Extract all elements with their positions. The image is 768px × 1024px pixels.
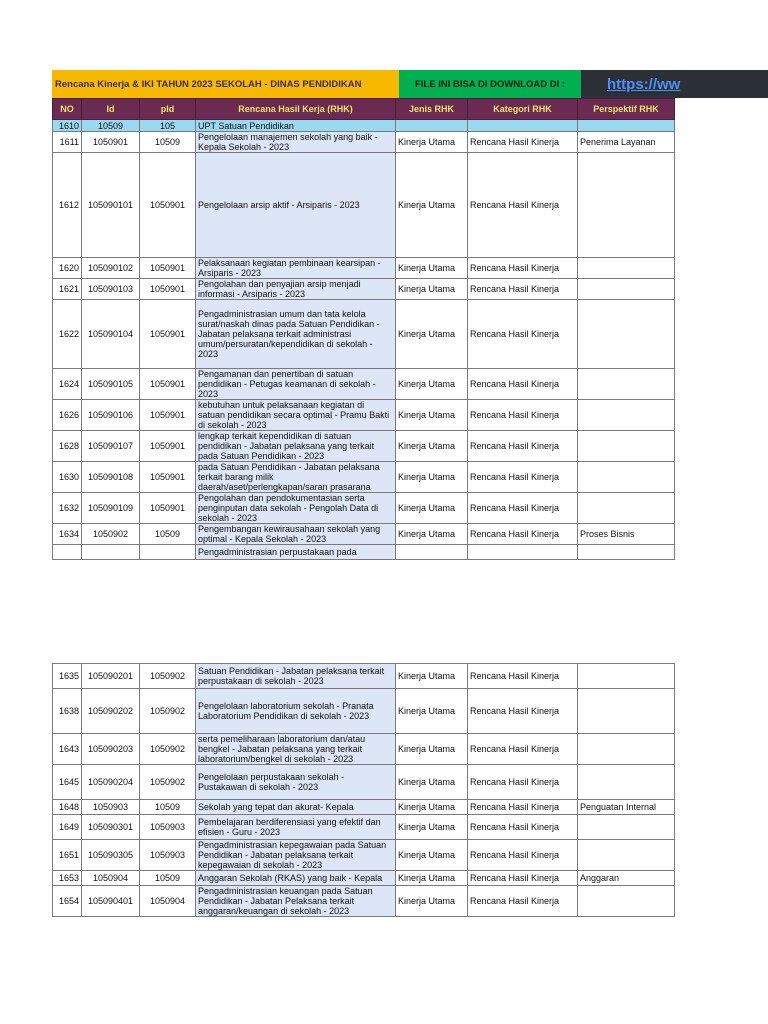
cell-jenis[interactable]: Kinerja Utama: [396, 765, 468, 800]
cell-no[interactable]: 1654: [53, 886, 82, 917]
cell-id[interactable]: 1050903: [82, 800, 140, 815]
cell-rhk[interactable]: Pengelolaan perpustakaan sekolah - Pustakawan di sekolah - 2023: [196, 765, 396, 800]
cell-pid[interactable]: 10509: [140, 132, 196, 153]
cell-pid[interactable]: 1050901: [140, 493, 196, 524]
cell-kategori[interactable]: Rencana Hasil Kinerja: [468, 279, 578, 300]
cell-rhk[interactable]: Pengamanan dan penertiban di satuan pendidikan - Petugas keamanan di sekolah - 2023: [196, 369, 396, 400]
cell-no[interactable]: 1624: [53, 369, 82, 400]
cell-perspektif[interactable]: [578, 153, 675, 258]
cell-no[interactable]: 1649: [53, 815, 82, 840]
cell-no[interactable]: 1612: [53, 153, 82, 258]
cell-perspektif[interactable]: Anggaran: [578, 871, 675, 886]
cell-kategori[interactable]: Rencana Hasil Kinerja: [468, 300, 578, 369]
cell-perspektif[interactable]: [578, 120, 675, 132]
cell-perspektif[interactable]: [578, 545, 675, 560]
cell-kategori[interactable]: Rencana Hasil Kinerja: [468, 153, 578, 258]
table-row: [53, 300, 675, 369]
cell-jenis[interactable]: Kinerja Utama: [396, 279, 468, 300]
download-label: FILE INI BISA DI DOWNLOAD DI :: [399, 70, 581, 98]
cell-jenis[interactable]: Kinerja Utama: [396, 815, 468, 840]
cell-rhk[interactable]: Satuan Pendidikan - Jabatan pelaksana terkait perpustakaan di sekolah - 2023: [196, 664, 396, 689]
cell-rhk[interactable]: Pelaksanaan kegiatan pembinaan kearsipan - Arsiparis - 2023: [196, 258, 396, 279]
cell-no[interactable]: 1611: [53, 132, 82, 153]
cell-kategori[interactable]: Rencana Hasil Kinerja: [468, 815, 578, 840]
cell-kategori[interactable]: Rencana Hasil Kinerja: [468, 765, 578, 800]
cell-kategori[interactable]: [468, 545, 578, 560]
cell-jenis[interactable]: Kinerja Utama: [396, 493, 468, 524]
cell-kategori[interactable]: Rencana Hasil Kinerja: [468, 840, 578, 871]
header-jenis[interactable]: Jenis RHK: [396, 99, 468, 120]
download-link[interactable]: https://ww: [581, 70, 768, 98]
cell-kategori[interactable]: Rencana Hasil Kinerja: [468, 664, 578, 689]
cell-no[interactable]: 1653: [53, 871, 82, 886]
cell-pid[interactable]: 1050902: [140, 689, 196, 734]
cell-pid[interactable]: 1050902: [140, 664, 196, 689]
header-rhk[interactable]: Rencana Hasil Kerja (RHK): [196, 99, 396, 120]
cell-id[interactable]: 105090101: [82, 153, 140, 258]
cell-kategori[interactable]: Rencana Hasil Kinerja: [468, 369, 578, 400]
cell-jenis[interactable]: Kinerja Utama: [396, 871, 468, 886]
cell-perspektif[interactable]: [578, 431, 675, 462]
table-row: [53, 871, 675, 886]
cell-jenis[interactable]: Kinerja Utama: [396, 800, 468, 815]
cell-no[interactable]: [53, 545, 82, 560]
cell-jenis[interactable]: Kinerja Utama: [396, 258, 468, 279]
cell-kategori[interactable]: Rencana Hasil Kinerja: [468, 734, 578, 765]
table-row: [53, 258, 675, 279]
cell-perspektif[interactable]: [578, 493, 675, 524]
table-row: [53, 765, 675, 800]
cell-rhk[interactable]: Pengolahan dan penyajian arsip menjadi informasi - Arsiparis - 2023: [196, 279, 396, 300]
cell-jenis[interactable]: Kinerja Utama: [396, 462, 468, 493]
cell-jenis[interactable]: Kinerja Utama: [396, 886, 468, 917]
cell-id[interactable]: 105090104: [82, 300, 140, 369]
cell-pid[interactable]: 1050901: [140, 400, 196, 431]
cell-id[interactable]: 105090201: [82, 664, 140, 689]
table-row: [53, 524, 675, 545]
cell-rhk[interactable]: serta pemeliharaan laboratorium dan/atau bengkel - Jabatan pelaksana yang terkait laboratorium/bengkel di sekolah - 2023: [196, 734, 396, 765]
cell-perspektif[interactable]: [578, 815, 675, 840]
cell-pid[interactable]: 1050903: [140, 815, 196, 840]
cell-no[interactable]: 1635: [53, 664, 82, 689]
cell-id[interactable]: [82, 545, 140, 560]
cell-pid[interactable]: 1050904: [140, 886, 196, 917]
cell-no[interactable]: 1621: [53, 279, 82, 300]
cell-kategori[interactable]: Rencana Hasil Kinerja: [468, 400, 578, 431]
cell-kategori[interactable]: Rencana Hasil Kinerja: [468, 800, 578, 815]
cell-id[interactable]: 105090108: [82, 462, 140, 493]
table-row: [53, 840, 675, 871]
cell-id[interactable]: 105090301: [82, 815, 140, 840]
header-perspektif[interactable]: Perspektif RHK: [578, 99, 675, 120]
cell-no[interactable]: 1626: [53, 400, 82, 431]
table-row: [53, 664, 675, 689]
cell-rhk[interactable]: kebutuhan untuk pelaksanaan kegiatan di satuan pendidikan secara optimal - Pramu Bakti di sekolah - 2023: [196, 400, 396, 431]
table-row: [53, 279, 675, 300]
table-row: [53, 400, 675, 431]
header-kategori[interactable]: Kategori RHK: [468, 99, 578, 120]
cell-rhk[interactable]: Pengolahan dan pendokumentasian serta penginputan data sekolah - Pengolah Data di sekolah - 2023: [196, 493, 396, 524]
cell-perspektif[interactable]: [578, 734, 675, 765]
cell-pid[interactable]: 10509: [140, 800, 196, 815]
cell-perspektif[interactable]: [578, 400, 675, 431]
rhk-table-bottom: [52, 663, 675, 917]
cell-rhk[interactable]: Pembelajaran berdiferensiasi yang efektif dan efisien - Guru - 2023: [196, 815, 396, 840]
cell-rhk[interactable]: Pengelolaan arsip aktif - Arsiparis - 2023: [196, 153, 396, 258]
cell-kategori[interactable]: Rencana Hasil Kinerja: [468, 258, 578, 279]
cell-jenis[interactable]: Kinerja Utama: [396, 840, 468, 871]
cell-rhk[interactable]: UPT Satuan Pendidikan: [196, 120, 396, 132]
cell-rhk[interactable]: Pengadministrasian perpustakaan pada: [196, 545, 396, 560]
cell-id[interactable]: 1050902: [82, 524, 140, 545]
cell-jenis[interactable]: Kinerja Utama: [396, 300, 468, 369]
cell-no[interactable]: 1643: [53, 734, 82, 765]
cell-perspektif[interactable]: Penguatan Internal: [578, 800, 675, 815]
table-row: [53, 369, 675, 400]
cell-kategori[interactable]: Rencana Hasil Kinerja: [468, 431, 578, 462]
cell-pid[interactable]: 1050903: [140, 840, 196, 871]
cell-id[interactable]: 1050901: [82, 132, 140, 153]
cell-kategori[interactable]: Rencana Hasil Kinerja: [468, 132, 578, 153]
cell-no[interactable]: 1620: [53, 258, 82, 279]
cell-id[interactable]: 105090106: [82, 400, 140, 431]
cell-jenis[interactable]: [396, 120, 468, 132]
cell-perspektif[interactable]: Proses Bisnis: [578, 524, 675, 545]
cell-id[interactable]: 105090202: [82, 689, 140, 734]
cell-jenis[interactable]: Kinerja Utama: [396, 369, 468, 400]
cell-perspektif[interactable]: [578, 840, 675, 871]
cell-id[interactable]: 105090103: [82, 279, 140, 300]
cell-jenis[interactable]: Kinerja Utama: [396, 664, 468, 689]
cell-no[interactable]: 1651: [53, 840, 82, 871]
table-row: [53, 493, 675, 524]
cell-no[interactable]: 1638: [53, 689, 82, 734]
cell-pid[interactable]: 1050901: [140, 431, 196, 462]
cell-id[interactable]: 105090105: [82, 369, 140, 400]
cell-pid[interactable]: 1050901: [140, 258, 196, 279]
cell-perspektif[interactable]: [578, 664, 675, 689]
rhk-table-top: [52, 98, 675, 560]
cell-jenis[interactable]: Kinerja Utama: [396, 431, 468, 462]
table-row: [53, 815, 675, 840]
cell-id[interactable]: 105090203: [82, 734, 140, 765]
table-row: [53, 545, 675, 560]
cell-pid[interactable]: [140, 545, 196, 560]
cell-pid[interactable]: 1050901: [140, 279, 196, 300]
cell-id[interactable]: 105090204: [82, 765, 140, 800]
cell-pid[interactable]: 1050901: [140, 462, 196, 493]
cell-rhk[interactable]: Pengadministrasian keuangan pada Satuan Pendidikan - Jabatan Pelaksana terkait anggaran/keuangan di sekolah - 2023: [196, 886, 396, 917]
cell-pid[interactable]: 10509: [140, 524, 196, 545]
cell-jenis[interactable]: Kinerja Utama: [396, 153, 468, 258]
table-row: [53, 800, 675, 815]
cell-rhk[interactable]: Sekolah yang tepat dan akurat- Kepala: [196, 800, 396, 815]
cell-rhk[interactable]: Pengadministrasian kepegawaian pada Satuan Pendidikan - Jabatan pelaksana terkait kepegawaian di sekolah - 2023: [196, 840, 396, 871]
cell-perspektif[interactable]: [578, 689, 675, 734]
header-row: [53, 99, 675, 120]
cell-id[interactable]: 105090109: [82, 493, 140, 524]
cell-kategori[interactable]: Rencana Hasil Kinerja: [468, 886, 578, 917]
table-row: [53, 689, 675, 734]
cell-no[interactable]: 1634: [53, 524, 82, 545]
cell-rhk[interactable]: Pengadministrasian umum dan tata kelola surat/naskah dinas pada Satuan Pendidikan - Jabatan pelaksana terkait administrasi umum/persuratan/kependidikan di sekolah - 2023: [196, 300, 396, 369]
cell-kategori[interactable]: Rencana Hasil Kinerja: [468, 871, 578, 886]
header-pid[interactable]: pId: [140, 99, 196, 120]
cell-kategori[interactable]: Rencana Hasil Kinerja: [468, 689, 578, 734]
cell-jenis[interactable]: Kinerja Utama: [396, 132, 468, 153]
cell-pid[interactable]: 1050902: [140, 765, 196, 800]
cell-no[interactable]: 1628: [53, 431, 82, 462]
cell-kategori[interactable]: Rencana Hasil Kinerja: [468, 493, 578, 524]
cell-no[interactable]: 1610: [53, 120, 82, 132]
header-id[interactable]: Id: [82, 99, 140, 120]
cell-no[interactable]: 1645: [53, 765, 82, 800]
sheet-title: Rencana Kinerja & IKI TAHUN 2023 SEKOLAH - DINAS PENDIDIKAN: [52, 70, 399, 98]
cell-jenis[interactable]: Kinerja Utama: [396, 524, 468, 545]
cell-perspektif[interactable]: [578, 886, 675, 917]
cell-perspektif[interactable]: [578, 279, 675, 300]
cell-jenis[interactable]: [396, 545, 468, 560]
cell-kategori[interactable]: Rencana Hasil Kinerja: [468, 462, 578, 493]
cell-pid[interactable]: 10509: [140, 871, 196, 886]
cell-kategori[interactable]: [468, 120, 578, 132]
cell-jenis[interactable]: Kinerja Utama: [396, 400, 468, 431]
cell-id[interactable]: 10509: [82, 120, 140, 132]
cell-perspektif[interactable]: [578, 300, 675, 369]
cell-rhk[interactable]: Anggaran Sekolah (RKAS) yang baik - Kepala: [196, 871, 396, 886]
cell-no[interactable]: 1648: [53, 800, 82, 815]
table-row: [53, 132, 675, 153]
cell-rhk[interactable]: pada Satuan Pendidikan - Jabatan pelaksana terkait barang milik daerah/aset/perlengkapan/saran prasarana: [196, 462, 396, 493]
cell-rhk[interactable]: Pengelolaan laboratorium sekolah - Pranata Laboratorium Pendidikan di sekolah - 2023: [196, 689, 396, 734]
table-row: [53, 431, 675, 462]
cell-no[interactable]: 1630: [53, 462, 82, 493]
cell-pid[interactable]: 1050902: [140, 734, 196, 765]
cell-id[interactable]: 105090107: [82, 431, 140, 462]
table-row: [53, 120, 675, 132]
header-no[interactable]: NO: [53, 99, 82, 120]
table-row: [53, 734, 675, 765]
cell-jenis[interactable]: Kinerja Utama: [396, 734, 468, 765]
cell-perspektif[interactable]: [578, 258, 675, 279]
title-banner: [52, 70, 768, 98]
cell-perspektif[interactable]: [578, 765, 675, 800]
cell-perspektif[interactable]: [578, 369, 675, 400]
cell-pid[interactable]: 105: [140, 120, 196, 132]
cell-perspektif[interactable]: Penerima Layanan: [578, 132, 675, 153]
cell-id[interactable]: 105090401: [82, 886, 140, 917]
table-row: [53, 886, 675, 917]
table-body-top: [53, 120, 675, 560]
cell-pid[interactable]: 1050901: [140, 153, 196, 258]
cell-no[interactable]: 1632: [53, 493, 82, 524]
cell-jenis[interactable]: Kinerja Utama: [396, 689, 468, 734]
cell-perspektif[interactable]: [578, 462, 675, 493]
cell-rhk[interactable]: lengkap terkait kependidikan di satuan pendidikan - Jabatan pelaksana yang terkait pada Satuan Pendidikan - 2023: [196, 431, 396, 462]
table-row: [53, 153, 675, 258]
cell-rhk[interactable]: Pengelolaan manajemen sekolah yang baik - Kepala Sekolah - 2023: [196, 132, 396, 153]
cell-id[interactable]: 1050904: [82, 871, 140, 886]
cell-pid[interactable]: 1050901: [140, 369, 196, 400]
cell-kategori[interactable]: Rencana Hasil Kinerja: [468, 524, 578, 545]
table-row: [53, 462, 675, 493]
table-body-bottom: [53, 664, 675, 917]
cell-id[interactable]: 105090102: [82, 258, 140, 279]
cell-id[interactable]: 105090305: [82, 840, 140, 871]
cell-pid[interactable]: 1050901: [140, 300, 196, 369]
cell-rhk[interactable]: Pengembangan kewirausahaan sekolah yang optimal - Kepala Sekolah - 2023: [196, 524, 396, 545]
cell-no[interactable]: 1622: [53, 300, 82, 369]
